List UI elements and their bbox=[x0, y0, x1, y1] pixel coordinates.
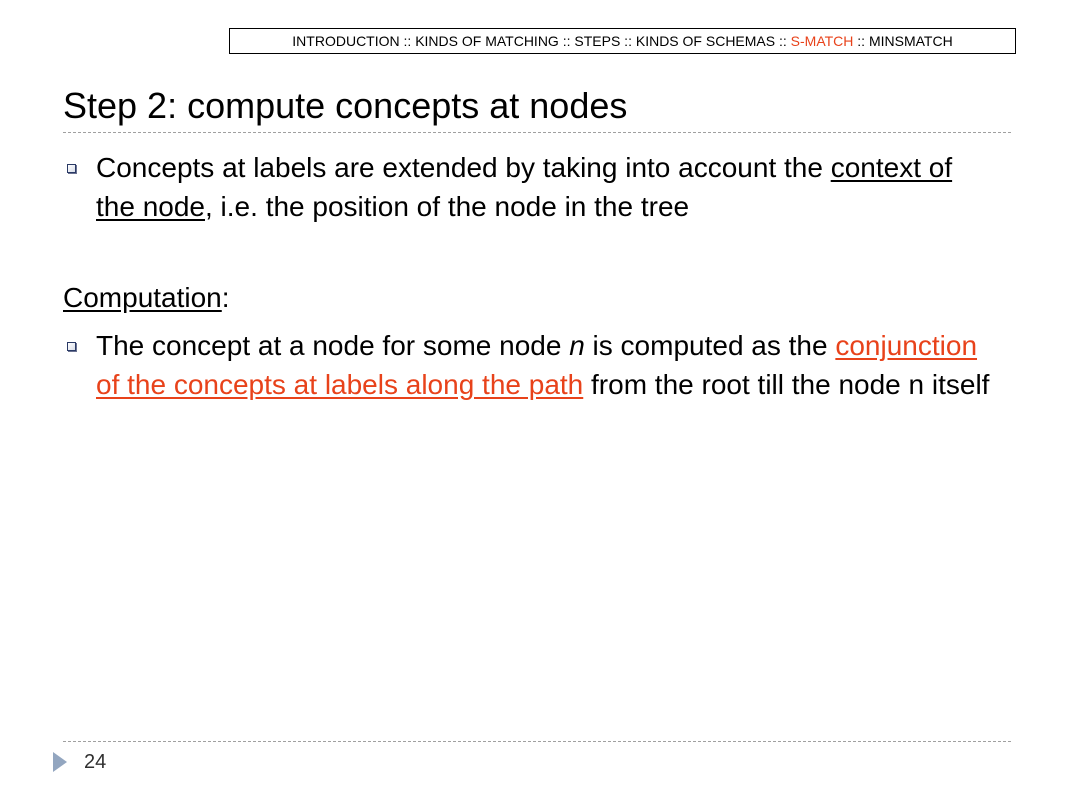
bullet-text: is computed as the bbox=[584, 330, 836, 361]
bullet-text: Concepts at labels are extended by taking into account the bbox=[96, 152, 831, 183]
nav-separator: :: bbox=[775, 33, 791, 49]
breadcrumb-nav bbox=[229, 28, 1016, 54]
square-bullet-icon bbox=[67, 164, 76, 173]
nav-item-minsmatch[interactable]: MINSMATCH bbox=[868, 33, 953, 49]
bullet-context bbox=[96, 148, 996, 226]
slide-title: Step 2: compute concepts at nodes bbox=[63, 85, 628, 126]
nav-separator: :: bbox=[853, 33, 869, 49]
bullet-computation bbox=[96, 326, 996, 404]
nav-item-s-match[interactable]: S-MATCH bbox=[790, 33, 854, 49]
bullet-text: The concept at a node for some node bbox=[96, 330, 570, 361]
nav-item-steps[interactable]: STEPS bbox=[574, 33, 621, 49]
nav-item-kinds-of-schemas[interactable]: KINDS OF SCHEMAS bbox=[635, 33, 776, 49]
conjunction-highlight: conjunction of the concepts at labels along the path bbox=[96, 330, 978, 400]
title-divider bbox=[63, 132, 1011, 133]
triangle-right-icon bbox=[53, 752, 67, 772]
node-variable: n bbox=[569, 330, 585, 361]
nav-separator: :: bbox=[558, 33, 575, 49]
footer-divider bbox=[63, 741, 1011, 742]
nav-item-kinds-of-matching[interactable]: KINDS OF MATCHING bbox=[415, 33, 559, 49]
bullet-text: , i.e. the position of the node in the tree bbox=[205, 191, 690, 222]
bullet-text: from the root till the node n itself bbox=[583, 369, 990, 400]
nav-separator: :: bbox=[620, 33, 636, 49]
computation-heading bbox=[63, 278, 230, 317]
page-number: 24 bbox=[84, 751, 107, 773]
context-of-node-term: context of the node bbox=[96, 152, 953, 222]
nav-separator: :: bbox=[399, 33, 416, 49]
nav-item-introduction[interactable]: INTRODUCTION bbox=[292, 33, 400, 49]
computation-label: Computation bbox=[63, 282, 222, 313]
computation-colon: : bbox=[221, 282, 230, 313]
square-bullet-icon bbox=[67, 342, 76, 351]
